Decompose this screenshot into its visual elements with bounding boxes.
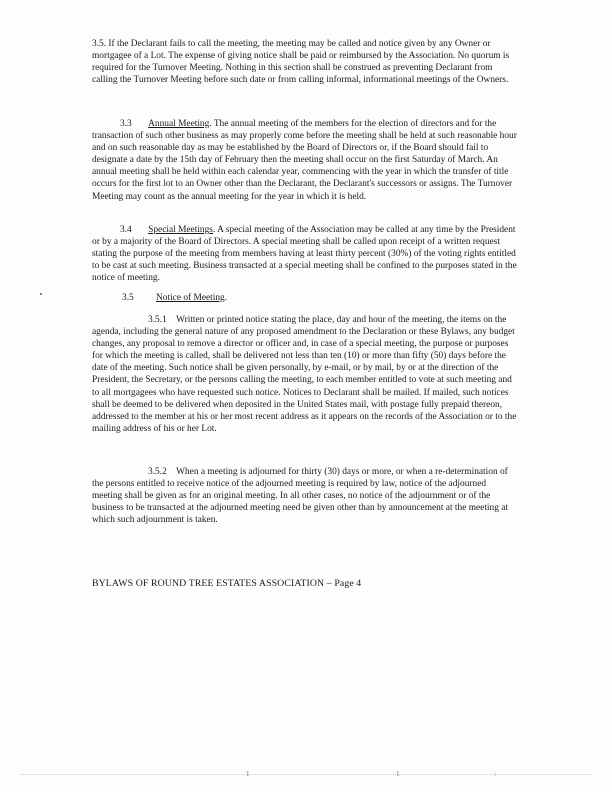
section-3-5-suffix: . [224,293,228,303]
scan-mark-2: 1 [396,770,400,778]
section-3-5-title: Notice of Meeting [156,293,225,303]
section-3-3-body: . The annual meeting of the members for the election of directors and for the transaction of such other business as may properly come before the meeting shall be held at such reasonable hour and on such reasonable day as may be established by the Board of Directors or, if the Board should fail to designate a date by the 15th day of February then the meeting shall occur on the first Saturday of March. An annual meeting shall be held within each calendar year, commencing with the year in which the transfer of title occurs for the first lot to an Owner other than the Declarant, the Declarant's successors or assigns. The Turnover Meeting may count as the annual meeting for the year in which it is held. [92,119,517,202]
scan-edge-line [20,774,592,775]
section-3-5-1 [92,314,518,435]
scan-mark-1: 1 [246,770,250,778]
section-3-5-1-number: 3.5.1 [148,315,167,325]
page-footer: BYLAWS OF ROUND TREE ESTATES ASSOCIATION – Page 4 [92,578,362,589]
paragraph-3-5-continued: 3.5. If the Declarant fails to call the meeting, the meeting may be called and notice given by any Owner or mortgagee of a Lot. The expense of giving notice shall be paid or reimbursed by the Association. No quorum is required for the Turnover Meeting. Nothing in this section shall be construed as preventing Declarant from calling the Turnover Meeting before such date or from calling informal, informational meetings of the Owners. [92,39,510,86]
section-3-3-number: 3.3 [120,119,132,129]
section-3-5-2-body: When a meeting is adjourned for thirty (30) days or more, or when a re-determination of the persons entitled to receive notice of the adjourned meeting is required by law, notice of the adjourned meeting shall be given as for an original meeting. In all other cases, no notice of the adjournment or of the business to be transacted at the adjourned meeting need be given other than by announcement at the meeting at which such adjournment is taken. [92,467,509,526]
section-3-5-2-number: 3.5.2 [148,467,167,477]
section-3-4-title: Special Meetings [148,225,213,235]
section-3-5-heading [122,292,227,304]
section-3-5-1-body: Written or printed notice stating the place, day and hour of the meeting, the items on the agenda, including the general nature of any proposed amendment to the Declaration or these Bylaws, any budget changes, any proposal to remove a director or officer and, in case of a special meeting, the purpose or purposes for which the meeting is called, shall be delivered not less than ten (10) or more than fifty (50) days before the date of the meeting. Such notice shall be given personally, by e-mail, or by mail, by or at the direction of the President, the Secretary, or the persons calling the meeting, to each member entitled to vote at such meeting and to all mortgagees who have requested such notice. Notices to Declarant shall be mailed. If mailed, such notices shall be deemed to be delivered when deposited in the United States mail, with postage fully prepaid thereon, addressed to the member at his or her most recent address as it appears on the records of the Association or to the mailing address of his or her Lot. [92,315,517,434]
section-3-3-title: Annual Meeting [148,119,210,129]
section-3-5-2 [92,466,518,526]
scan-speck [40,293,42,295]
section-3-4 [92,224,518,284]
section-3-3 [92,118,518,203]
section-3-4-number: 3.4 [120,225,132,235]
scan-mark-3: : [494,770,496,778]
section-3-4-body: . A special meeting of the Association may be called at any time by the President or by a majority of the Board of Directors. A special meeting shall be called upon receipt of a written request stating the purpose of the meeting from members having at least thirty percent (30%) of the voting rights entitled to be cast at such meeting. Business transacted at a special meeting shall be confined to the purposes stated in the notice of meeting. [92,225,517,284]
section-3-5-number: 3.5 [122,293,134,303]
